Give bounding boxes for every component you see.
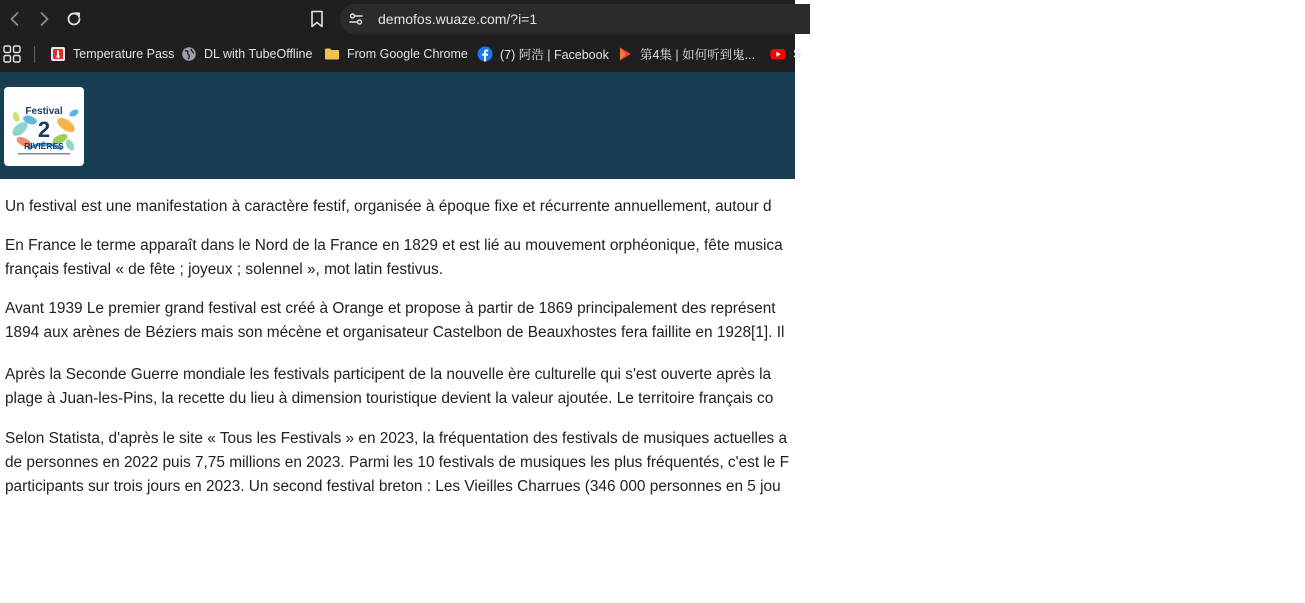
paragraph-line: Après la Seconde Guerre mondiale les festivals participent de la nouvelle ère culturelle qui s'est ouverte après la <box>5 366 772 383</box>
bookmark-episode[interactable]: 第4集 | 如何听到鬼... <box>617 44 755 64</box>
logo-number-text: 2 <box>37 117 51 142</box>
bookmark-star-icon[interactable] <box>306 8 328 30</box>
navigation-bar <box>0 0 795 38</box>
logo-subtitle-text: RIVIÈRES <box>24 141 64 151</box>
bookmark-temperature-pass[interactable]: Temperature Pass <box>50 44 174 64</box>
site-info-icon[interactable] <box>348 11 364 27</box>
back-arrow-icon[interactable] <box>4 8 26 30</box>
bookmark-tubeoffline[interactable]: DL with TubeOffline <box>181 44 312 64</box>
paragraph-etymology <box>5 234 783 282</box>
address-bar[interactable] <box>340 4 810 34</box>
bookmark-facebook[interactable]: (7) 阿浩 | Facebook <box>477 44 609 64</box>
paragraph-line: français festival « de fête ; joyeux ; solennel », mot latin festivus. <box>5 261 444 278</box>
play-icon <box>617 46 633 62</box>
paragraph-line: Selon Statista, d'après le site « Tous les Festivals » en 2023, la fréquentation des festivals de musiques actuelles a <box>5 430 788 447</box>
apps-grid-icon[interactable] <box>3 45 21 63</box>
paragraph-line: plage à Juan-les-Pins, la recette du lieu à dimension touristique devient la valeur ajoutée. Le territoire français co <box>5 390 774 407</box>
site-header <box>0 72 795 179</box>
paragraph-line: En France le terme apparaît dans le Nord de la France en 1829 et est lié au mouvement orphéonique, fête musica <box>5 237 783 254</box>
paragraph-statistics <box>5 427 789 499</box>
bookmarks-bar <box>0 38 802 70</box>
paragraph-line: participants sur trois jours en 2023. Un second festival breton : Les Vieilles Charrues (346 000 personnes en 5 jou <box>5 478 781 495</box>
paragraph-line: Avant 1939 Le premier grand festival est créé à Orange et propose à partir de 1869 principalement des représent <box>5 300 776 317</box>
forward-arrow-icon[interactable] <box>33 8 55 30</box>
folder-icon <box>324 46 340 62</box>
url-text[interactable]: demofos.wuaze.com/?i=1 <box>378 11 538 27</box>
globe-icon <box>181 46 197 62</box>
facebook-icon <box>477 46 493 62</box>
browser-chrome <box>0 0 802 72</box>
paragraph-definition <box>5 195 772 219</box>
paragraph-post-war <box>5 363 773 411</box>
paragraph-history-before-1939 <box>5 297 784 345</box>
youtube-icon <box>770 46 786 62</box>
paragraph-line: 1894 aux arènes de Béziers mais son mécène et organisateur Castelbon de Beauxhostes fera faillite en 1928[1]. Il <box>5 324 785 341</box>
bookmarks-separator <box>34 46 35 63</box>
festival-logo[interactable] <box>4 87 84 166</box>
logo-title-text: Festival <box>25 106 63 117</box>
paragraph-line: de personnes en 2022 puis 7,75 millions en 2023. Parmi les 10 festivals de musiques les plus fréquentés, c'est le F <box>5 454 790 471</box>
temperature-pass-icon <box>50 46 66 62</box>
bookmark-folder-google-chrome[interactable]: From Google Chrome <box>324 44 468 64</box>
paragraph-line: Un festival est une manifestation à caractère festif, organisée à époque fixe et récurrente annuellement, autour d <box>5 198 772 215</box>
reload-icon[interactable] <box>63 8 85 30</box>
bookmark-youtube[interactable]: S <box>770 44 801 64</box>
